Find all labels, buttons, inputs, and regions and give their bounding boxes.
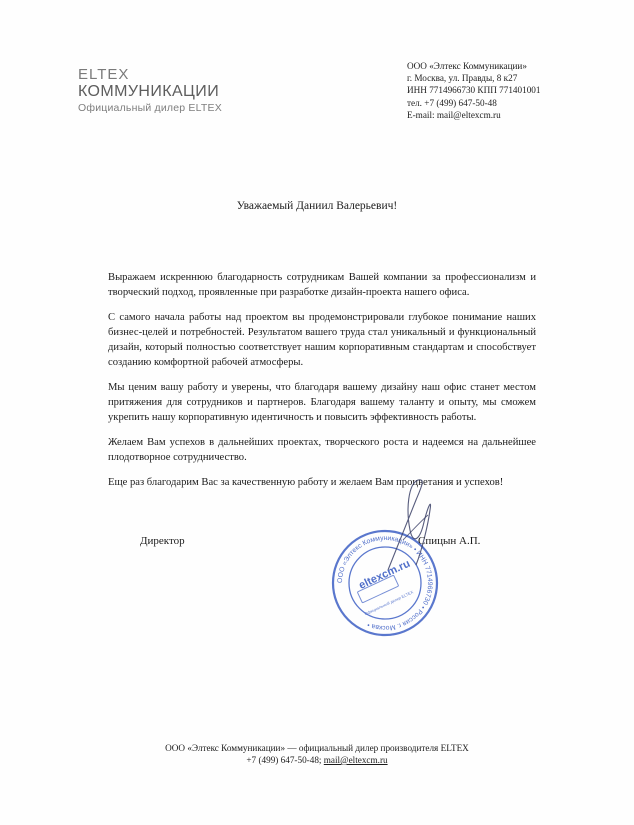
footer-email-link[interactable]: mail@eltexcm.ru [323, 755, 388, 765]
signer-name: Спицын А.П. [418, 535, 481, 547]
handwritten-signature [358, 470, 458, 580]
company-email: E-mail: mail@eltexcm.ru [407, 109, 501, 120]
company-phone: тел. +7 (499) 647-50-48 [407, 97, 497, 108]
paragraph: Мы ценим вашу работу и уверены, что благодаря вашему дизайну наш офис станет местом притяжения для сотрудников и партнеров. Благодаря вашему таланту и опыту, мы сможем укрепить нашу корпоративную идентичность и повысить эффективность работы. [108, 382, 536, 423]
logo-brand: ELTEX [78, 66, 130, 83]
paragraph: С самого начала работы над проектом вы продемонстрировали глубокое понимание наших бизнес-целей и потребностей. Результатом вашего труда стал уникальный и функциональный дизайн, который полностью соответствует нашим корпоративным стандартам и способствует созданию комфортной рабочей атмосферы. [108, 312, 536, 368]
letter-greeting: Уважаемый Даниил Валерьевич! [236, 200, 398, 212]
logo-tagline: Официальный дилер ELTEX [78, 102, 222, 114]
company-name: ООО «Элтекс Коммуникации» [407, 61, 527, 71]
company-details [407, 60, 540, 121]
company-inn-kpp: ИНН 7714966730 КПП 771401001 [407, 85, 541, 96]
stamp-small-text: Официальный дилер ELTEX [363, 589, 414, 617]
letter-footer [0, 742, 634, 766]
letter-body [108, 270, 536, 500]
stamp-ring-text: ООО «Элтекс Коммуникации» • ИНН 7714966730 • Россия г. Москва • [336, 534, 434, 632]
footer-company-line: ООО «Элтекс Коммуникации» — официальный дилер производителя ELTEX [165, 743, 469, 753]
signer-role: Директор [140, 535, 185, 547]
stamp-center-text: eltexcm.ru [357, 557, 413, 592]
paragraph: Желаем Вам успехов в дальнейших проектах, творческого роста и надеемся на дальнейшее плодотворное сотрудничество. [108, 437, 536, 463]
logo-name: КОММУНИКАЦИИ [78, 83, 220, 100]
footer-contact-line [0, 754, 634, 766]
footer-phone: +7 (499) 647-50-48; [246, 755, 324, 765]
company-logo [78, 66, 222, 115]
company-address: г. Москва, ул. Правды, 8 к27 [407, 73, 518, 84]
paragraph: Выражаем искреннюю благодарность сотрудникам Вашей компании за профессионализм и творческий подход, проявленные при разработке дизайн-проекта нашего офиса. [108, 272, 536, 298]
paragraph: Еще раз благодарим Вас за качественную работу и желаем Вам процветания и успехов! [108, 477, 504, 488]
